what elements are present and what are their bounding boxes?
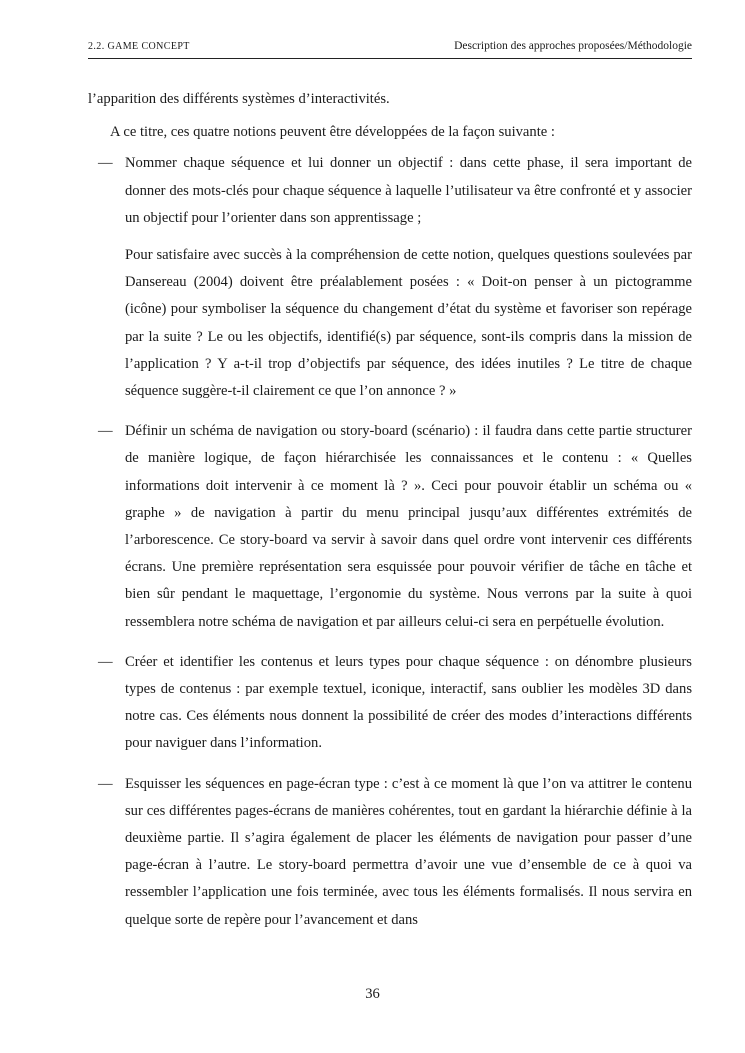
list-item-paragraph: Nommer chaque séquence et lui donner un objectif : dans cette phase, il sera important de donner des mots-clés pour chaque séquence à laquelle l’utilisateur va être confronté et y associer un objectif pour l’orienter dans son apprentissage ; <box>125 155 692 226</box>
header-section: 2.2. GAME CONCEPT <box>88 41 190 52</box>
list-dash: — <box>98 775 113 792</box>
list-item <box>88 771 692 934</box>
list-item <box>88 150 692 405</box>
list-dash: — <box>98 423 113 440</box>
intro-paragraph: A ce titre, ces quatre notions peuvent être développées de la façon suivante : <box>110 124 555 141</box>
list-dash: — <box>98 653 113 670</box>
header-chapter: Description des approches proposées/Méthodologie <box>454 40 692 52</box>
intro-line: l’apparition des différents systèmes d’interactivités. <box>88 91 390 107</box>
list-item-paragraph: Créer et identifier les contenus et leurs types pour chaque séquence : on dénombre plusieurs types de contenus : par exemple textuel, iconique, interactif, sans oublier les modèles 3D dans notre cas. Ces éléments nous donnent la possibilité de créer des modes d’interactions différents pour naviguer dans l’information. <box>125 653 692 752</box>
list-dash: — <box>98 155 113 172</box>
list-item-paragraph: Pour satisfaire avec succès à la compréhension de cette notion, quelques questions soulevées par Dansereau (2004) doivent être préalablement posées : « Doit-on penser à un pictogramme (icône) pour symboliser la séquence du changement d’état du système et favoriser son repérage par la suite ? Le ou les objectifs, identifié(s) par séquence, sont-ils compris dans la mission de l’application ? Y a-t-il trop d’objectifs par séquence, des idées inutiles ? Le titre de chaque séquence suggère-t-il clairement ce que l’on annonce ? » <box>125 247 692 400</box>
list-item-paragraph: Esquisser les séquences en page-écran type : c’est à ce moment là que l’on va attitrer le contenu sur ces différentes pages-écrans de manières cohérentes, tout en gardant la hiérarchie définie à la deuxième partie. Il s’agira également de placer les éléments de navigation pour passer d’une page-écran à l’autre. Le story-board permettra d’avoir une vue d’ensemble de ce à quoi va ressembler l’application une fois terminée, avec tous les éléments formalisés. Il nous servira en quelque sorte de repère pour l’avancement et dans <box>125 775 692 928</box>
list-item <box>88 418 692 636</box>
list-item <box>88 649 692 758</box>
body-text <box>88 86 692 947</box>
page-number: 36 <box>365 986 380 1002</box>
list-item-paragraph: Définir un schéma de navigation ou story-board (scénario) : il faudra dans cette partie structurer de manière logique, de façon hiérarchisée les connaissances et le contenu : « Quelles informations doit intervenir à ce moment là ? ». Ceci pour pouvoir établir un schéma ou « graphe » de navigation à partir du menu principal jusqu’aux différentes extrémités de l’arborescence. Ce story-board va servir à savoir dans quel ordre vont intervenir ces différents écrans. Une première représentation sera esquissée pour pouvoir vérifier de tâche en tâche et bien sûr pendant le maquettage, l’ergonomie du système. Nous verrons par la suite à quoi ressemblera notre schéma de navigation et par ailleurs celui-ci sera en perpétuelle évolution. <box>125 423 692 630</box>
running-header <box>88 40 692 59</box>
